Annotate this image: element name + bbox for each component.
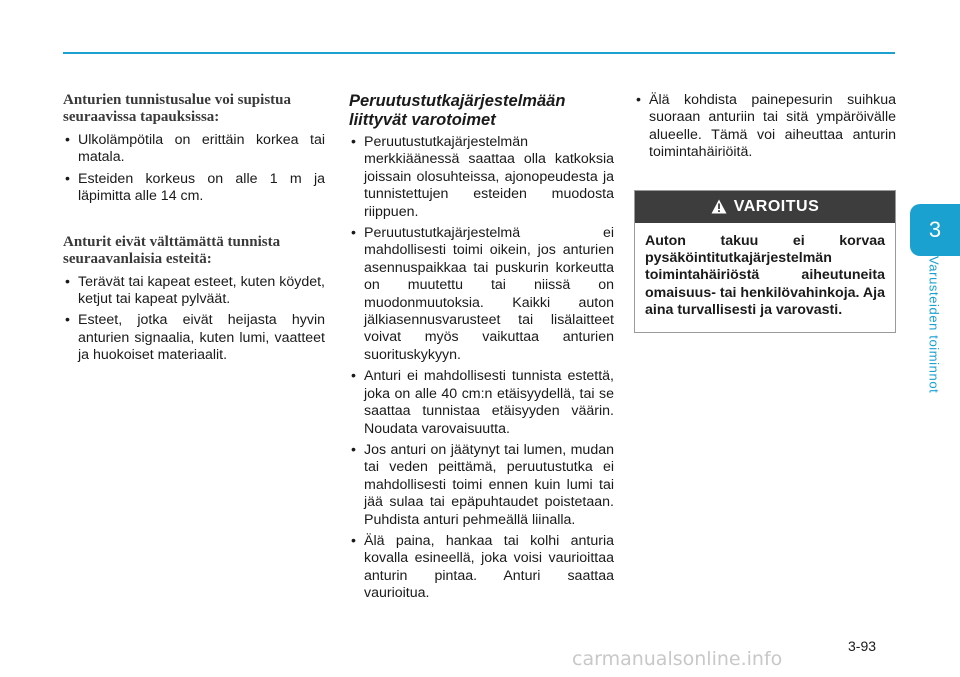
section-heading-precautions: Peruutustutkajärjestelmään liittyvät varotoimet <box>349 92 566 129</box>
warning-header <box>635 191 895 223</box>
list-item: • Älä paina, hankaa tai kolhi anturia kovalla esineellä, joka voisi vaurioittaa anturin pintaa. Anturi saattaa vaurioitua. <box>349 533 614 603</box>
list-item: • Ulkolämpötila on erittäin korkea tai matala. <box>63 132 325 167</box>
page-number: 3-93 <box>848 638 877 654</box>
chapter-tab <box>910 204 960 256</box>
chapter-title: Varusteiden toiminnot <box>926 256 942 394</box>
list-item: • Esteet, jotka eivät heijasta hyvin anturien signaalia, kuten lumi, vaatteet ja huokoiset materiaalit. <box>63 312 325 364</box>
list-item: • Esteiden korkeus on alle 1 m ja läpimitta alle 14 cm. <box>63 171 325 206</box>
range-list <box>63 132 325 206</box>
chapter-number: 3 <box>928 217 942 242</box>
list-item: • Anturi ei mahdollisesti tunnista estettä, joka on alle 40 cm:n etäisyydellä, tai se saattaa tunnistaa etäisyyden väärin. Noudata varovaisuutta. <box>349 368 614 438</box>
list-item: • Älä kohdista painepesurin suihkua suoraan anturiin tai sitä ympäröivälle alueelle. Tämä voi aiheuttaa anturin toimintahäiriöitä. <box>634 92 896 162</box>
list-item: • Peruutustutkajärjestelmän merkkiäänessä saattaa olla katkoksia joissain olosuhteissa, ajonopeudesta ja tunnistettujen esteiden muodosta riippuen. <box>349 134 614 221</box>
list-item: • Peruutustutkajärjestelmä ei mahdollisesti toimi oikein, jos anturien asennuspaikkaa tai puskurin korkeutta on muutettu tai niissä on muodonmuutoksia. Kaikki auton jälkiasennusvarusteet tai lisälaitteet voivat myös vaikuttaa anturien suorituskykyyn. <box>349 225 614 364</box>
warning-text: Auton takuu ei korvaa pysäköintitutkajärjestelmän toimintahäiriöstä aiheutuneita omaisuus- tai henkilövahinkoja. Aja aina turvallisesti ja varovasti. <box>645 232 885 319</box>
warning-triangle-icon <box>711 199 727 214</box>
list-item: • Terävät tai kapeat esteet, kuten köydet, ketjut tai kapeat pylväät. <box>63 274 325 309</box>
column-2 <box>349 92 614 607</box>
list-item: • Jos anturi on jäätynyt tai lumen, mudan tai veden peittämä, peruutustutka ei mahdollisesti toimi ennen kuin lumi tai jää sulaa tai epäpuhtaudet poistetaan. Puhdista anturi pehmeällä liinalla. <box>349 442 614 529</box>
warning-title: VAROITUS <box>733 197 820 215</box>
column-1 <box>63 92 325 369</box>
obstacles-list <box>63 274 325 365</box>
section-heading-range: Anturien tunnistusalue voi supistua seuraavissa tapauksissa: <box>63 92 291 125</box>
precautions-list <box>349 134 614 603</box>
warning-box <box>634 190 896 333</box>
section-heading-obstacles: Anturit eivät välttämättä tunnista seuraavanlaisia esteitä: <box>63 233 281 267</box>
watermark: carmanualsonline.info <box>572 648 783 670</box>
column-3 <box>634 92 896 333</box>
washer-list <box>634 92 896 162</box>
top-rule <box>63 52 895 54</box>
